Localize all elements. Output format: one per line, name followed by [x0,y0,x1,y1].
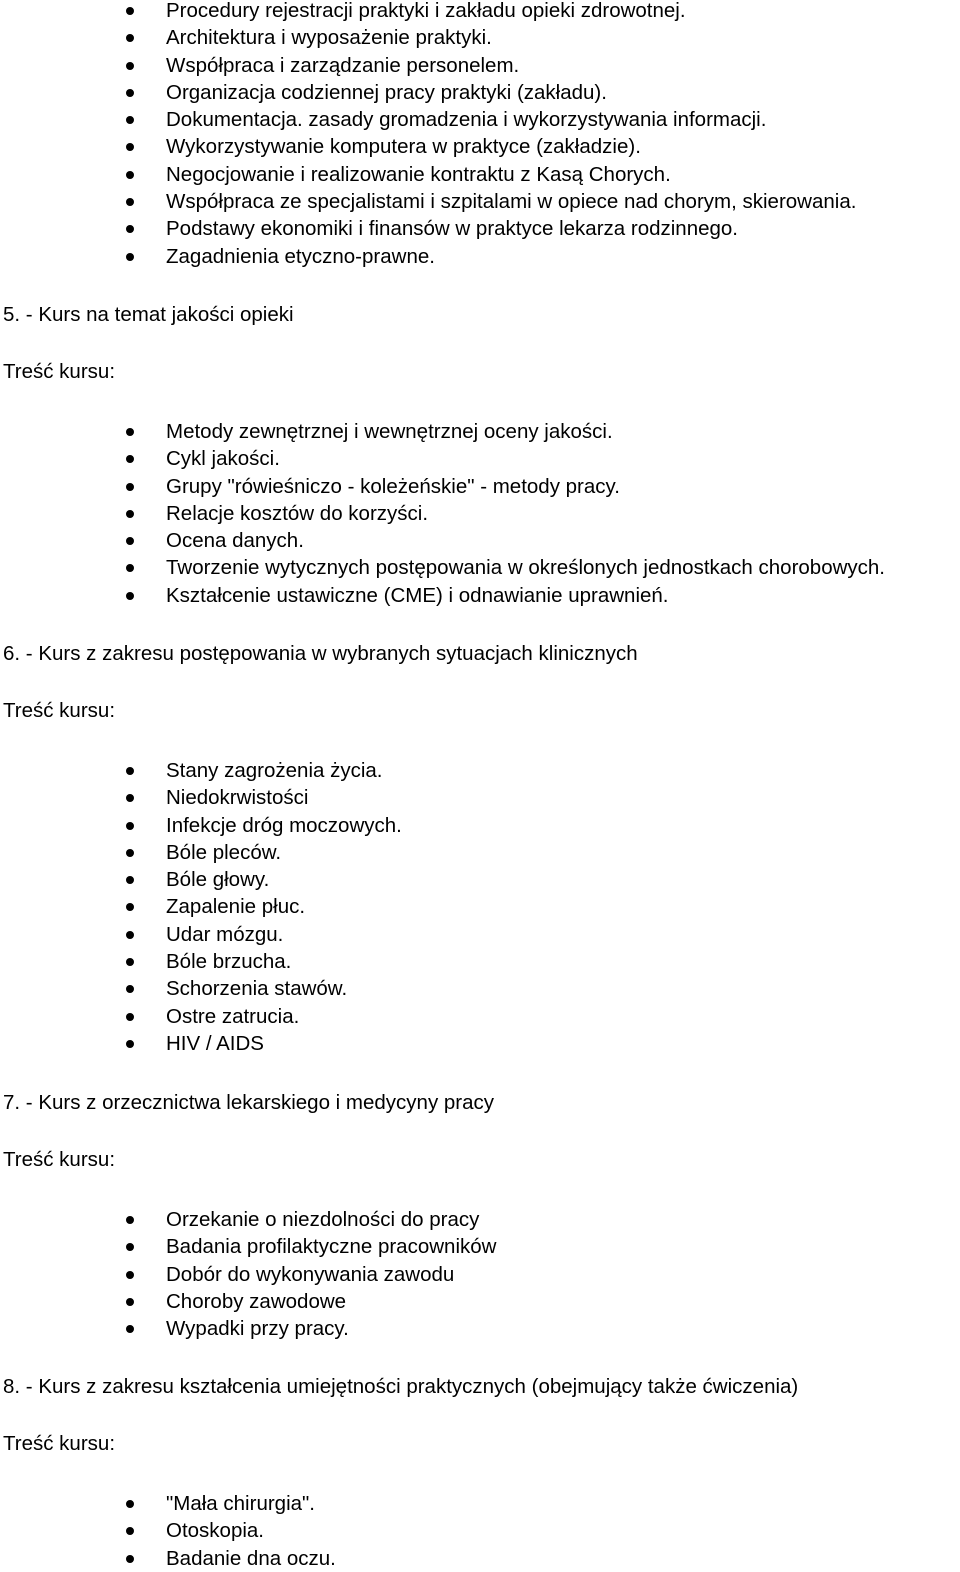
list-item: "Mała chirurgia". [0,1490,336,1517]
list-item: Ostre zatrucia. [0,1003,402,1030]
list-item: Współpraca ze specjalistami i szpitalami w opiece nad chorym, skierowania. [0,188,856,215]
list-item: Badanie dna oczu. [0,1545,336,1572]
list-item: Organizacja codziennej pracy praktyki (zakładu). [0,79,856,106]
list-item: Bóle brzucha. [0,948,402,975]
list-item: Procedury rejestracji praktyki i zakładu opieki zdrowotnej. [0,0,856,24]
list-item: Wykorzystywanie komputera w praktyce (zakładzie). [0,133,856,160]
intro-list [0,0,856,270]
section-heading: 8. - Kurs z zakresu kształcenia umiejętności praktycznych (obejmujący także ćwiczenia) [3,1375,799,1398]
list-item: Współpraca i zarządzanie personelem. [0,52,856,79]
list-item: Udar mózgu. [0,921,402,948]
list-item: Metody zewnętrznej i wewnętrznej oceny jakości. [0,418,885,445]
section-list [0,418,885,609]
list-item: Dokumentacja. zasady gromadzenia i wykorzystywania informacji. [0,106,856,133]
list-item: Zapalenie płuc. [0,893,402,920]
content-label: Treść kursu: [3,360,116,383]
list-item: Dobór do wykonywania zawodu [0,1261,496,1288]
list-item: Choroby zawodowe [0,1288,496,1315]
content-label: Treść kursu: [3,699,116,722]
list-item: Kształcenie ustawiczne (CME) i odnawianie uprawnień. [0,582,885,609]
list-item: Badania profilaktyczne pracowników [0,1233,496,1260]
list-item: Bóle pleców. [0,839,402,866]
section-heading: 5. - Kurs na temat jakości opieki [3,303,294,326]
list-item: Orzekanie o niezdolności do pracy [0,1206,496,1233]
list-item: Podstawy ekonomiki i finansów w praktyce lekarza rodzinnego. [0,215,856,242]
list-item: Schorzenia stawów. [0,975,402,1002]
list-item: Cykl jakości. [0,445,885,472]
section-list [0,1206,496,1342]
section-heading: 6. - Kurs z zakresu postępowania w wybranych sytuacjach klinicznych [3,642,638,665]
section-list [0,757,402,1057]
list-item: Architektura i wyposażenie praktyki. [0,24,856,51]
list-item: Relacje kosztów do korzyści. [0,500,885,527]
list-item: Zagadnienia etyczno-prawne. [0,243,856,270]
list-item: Infekcje dróg moczowych. [0,812,402,839]
content-label: Treść kursu: [3,1148,116,1171]
list-item: Niedokrwistości [0,784,402,811]
list-item: Tworzenie wytycznych postępowania w określonych jednostkach chorobowych. [0,554,885,581]
content-label: Treść kursu: [3,1432,116,1455]
list-item: Grupy "rówieśniczo - koleżeńskie" - metody pracy. [0,473,885,500]
list-item: HIV / AIDS [0,1030,402,1057]
list-item: Otoskopia. [0,1517,336,1544]
list-item: Wypadki przy pracy. [0,1315,496,1342]
list-item: Bóle głowy. [0,866,402,893]
section-heading: 7. - Kurs z orzecznictwa lekarskiego i medycyny pracy [3,1091,495,1114]
list-item: Ocena danych. [0,527,885,554]
list-item: Negocjowanie i realizowanie kontraktu z Kasą Chorych. [0,161,856,188]
list-item: Stany zagrożenia życia. [0,757,402,784]
section-list [0,1490,336,1572]
